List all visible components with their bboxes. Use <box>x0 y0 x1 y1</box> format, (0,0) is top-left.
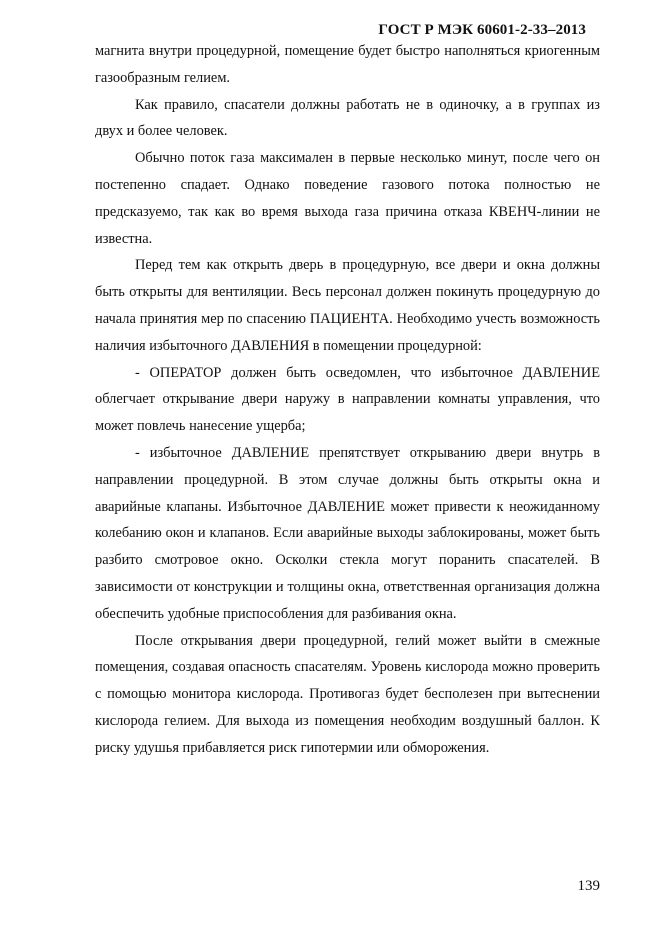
document-body <box>95 38 600 762</box>
document-header: ГОСТ Р МЭК 60601-2-33–2013 <box>378 22 586 38</box>
paragraph-5: - ОПЕРАТОР должен быть осведомлен, что избыточное ДАВЛЕНИЕ облегчает открывание двери наружу в направлении комнаты управления, что может повлечь нанесение ущерба; <box>95 364 600 435</box>
paragraph-7: После открывания двери процедурной, гелий может выйти в смежные помещения, создавая опасность спасателям. Уровень кислорода можно проверить с помощью монитора кислорода. Противогаз будет бесполезен при вытеснении кислорода гелием. Для выхода из помещения необходим воздушный баллон. К риску удушья прибавляется риск гипотермии или обморожения. <box>95 632 600 756</box>
paragraph-3: Обычно поток газа максимален в первые несколько минут, после чего он постепенно спадает. Однако поведение газового потока полностью не предсказуемо, так как во время выхода газа причина отказа КВЕНЧ-линии не известна. <box>95 150 600 247</box>
page-number: 139 <box>577 878 600 894</box>
paragraph-1: магнита внутри процедурной, помещение будет быстро наполняться криогенным газообразным гелием. <box>95 43 600 86</box>
paragraph-2: Как правило, спасатели должны работать не в одиночку, а в группах из двух и более человек. <box>95 96 600 140</box>
paragraph-4: Перед тем как открыть дверь в процедурную, все двери и окна должны быть открыты для вентиляции. Весь персонал должен покинуть процедурную до начала принятия мер по спасению ПАЦИЕНТА. Необходимо учесть возможность наличия избыточного ДАВЛЕНИЯ в помещении процедурной: <box>95 257 600 354</box>
paragraph-6: - избыточное ДАВЛЕНИЕ препятствует открыванию двери внутрь в направлении процедурной. В этом случае должны быть открыты окна и аварийные клапаны. Избыточное ДАВЛЕНИЕ может привести к неожиданному колебанию окон и клапанов. Если аварийные выходы заблокированы, может быть разбито смотровое окно. Осколки стекла могут поранить спасателей. В зависимости от конструкции и толщины окна, ответственная организация должна обеспечить удобные приспособления для разбивания окна. <box>95 444 600 622</box>
